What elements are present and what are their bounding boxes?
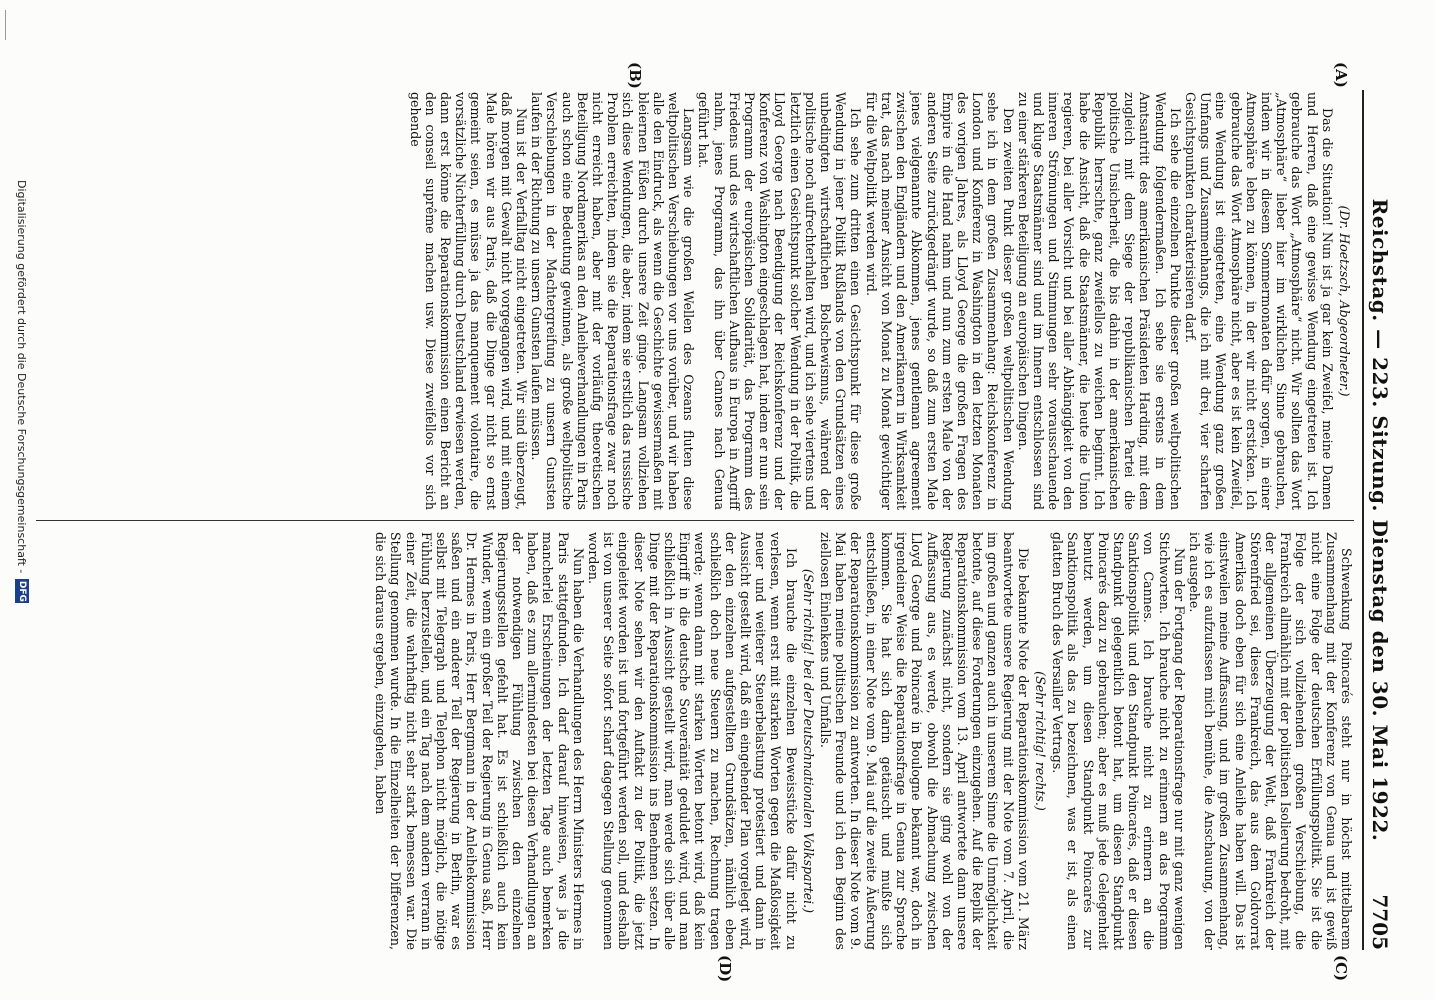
paragraph: Ich sehe zum dritten einen Gesichtspunkt für diese große Wendung in jener Politik Rußlands von den Grundsätzen eines unbedingten wirtschaftlichen Bolschewismus, während der politische noch aufrechterhalten wird, und ich sehe viertens und letztlich einen Gesichtspunkt solcher Wendung in der Politik, die Lloyd George nach Beendigung der Reichskonferenz und der Konferenz von Washington eingeschlagen hat, indem er nun sein Programm der europäischen Solidarität, das Programm des Friedens und des wirtschaftlichen Aufbaus in Europa in Angriff nahm, jenes Programm, das ihn über Cannes nach Genua geführt hat. [696,92,864,510]
interjection: (Sehr richtig! rechts.) [1032,671,1048,811]
page-number: 7705 [1368,894,1392,950]
page-header [1362,90,1394,950]
header-title: Reichstag. — 223. Sitzung. Dienstag den 30. Mai 1922. [1368,198,1392,842]
paragraph: Ich sehe die einzelnen Punkte dieser großen weltpolitischen Wendung folgendermaßen. Ich sehe sie erstens in dem Amtsantritt des amerikanischen Präsidenten Harding, mit dem zugleich mit dem Siege der republikanischen Partei die politische Unsicherheit, die bis dahin in der amerikanischen Republik herrschte, ganz zweifellos zu weichen beginnt. Ich habe die Ansicht, daß die Staatsmänner, die heute die Union regieren, bei aller Vorsicht und bei aller Abhängigkeit von den inneren Strömungen und Stimmungen sehr vorausschauende und kluge Staatsmänner sind und im Innern entschlossen sind zu einer stärkeren Beteiligung an europäischen Dingen. [1015,92,1183,510]
speaker-line: (Dr. Hoetzsch, Abgeordneter.) [1337,205,1352,397]
scan-edge-mark [5,10,6,40]
paragraph: Das die Situation! Nun ist ja gar kein Zweifel, meine Damen und Herren, daß eine gewisse Wendung eingetreten ist. Ich gebrauche das Wort „Atmosphäre“ nicht. Wir sollten das Wort „Atmosphäre“ lieber hier im wirklichen Sinne gebrauchen, indem wir in diesem Sommermonaten dafür sorgen, in einer Atmosphäre leben zu können, in der wir nicht ersticken. Ich gebrauche das Wort Atmosphäre nicht, aber es ist kein Zweifel, eine Wendung ist eingetreten, eine Wendung ganz großen Umfangs und Zusammenhangs, die ich mit drei, vier scharfen Gesichtspunkten charakterisieren darf. [1182,92,1335,510]
paragraph: Ich brauche die einzelnen Beweisstücke dafür nicht zu verlesen, wenn erst mit starken Worten gegen die Maßlosigkeit neuer und weiterer Steuerbelastung protestiert und dann in Aussicht gestellt wird, daß ein eingehender Plan vorgelegt wird, der den einzelnen aufgestellten Grundsätzen, nämlich eben schließlich doch neue Steuern zu machen, Rechnung tragen werde; wenn dann mit starken Worten betont wird, daß kein Eingriff in die deutsche Souveränität geduldet wird, und man schließlich in Aussicht gestellt wird, man werde sich über alle Dinge mit der Reparationskommission ins Benehmen setzen. In dieser Note sehen wir den Auftakt zu der Politik, die jetzt eingeleitet worden ist und fortgeführt werden soll, und deshalb ist von unserer Seite sofort scharf dagegen Stellung genommen worden. [586,532,799,950]
left-column [407,92,1354,510]
margin-marker-d: (D) [716,955,734,983]
paragraph: Schwenkung Poincarés steht nur in höchst mittelbarem Zusammenhang mit der Konferenz von Genua und ist gewiß nicht eine Folge der deutschen Erfüllungspolitik. Sie ist die Folge der sich vollziehenden großen Verschiebung, die Frankreich allmählich mit der politischen Isolierung bedroht, mit der allgemeinen Überzeugung der Welt, daß Frankreich der Störenfried sei, dieses Frankreich, das aus dem Goldvorrat Amerikas doch eben für sich eine Anleihe haben will. Das ist einstweilen meine Auffassung, und im großen Zusammenhang, wie ich es aufzufassen mich bemühe, die Anschauung, von der ich ausgehe. [1186,532,1354,950]
paragraph: Nun der Fortgang der Reparationsfrage nur mit ganz wenigen Stichworten. Ich brauche nicht zu erinnern an das Programm von Cannes. Ich brauche nicht zu erinnern an die Sanktionspolitik und den Standpunkt Poincarés, daß er diesen Standpunkt gelegentlich betont hat, um diesen Standpunkt Poincarés dazu zu gebrauchen; aber es muß jede Gelegenheit benutzt werden, um diesen Standpunkt Poincarés zur Sanktionspolitik als das zu bezeichnen, was er ist, als einen glatten Bruch des Versailler Vertrags. [1050,532,1187,950]
paragraph: Die bekannte Note der Reparationskommission vom 21. März beantwortete unsere Regierung mit der Note vom 7. April, die im großen und ganzen auch in unserem Sinne die Unmöglichkeit betonte, auf diese Forderungen einzugehen. Auf die Replik der Reparationskommission vom 13. April antwortete dann unsere Regierung zunächst nicht, sondern sie ging wohl von der Auffassung aus, es werde, obwohl die Abmachung zwischen Lloyd George und Poincaré in Boulogne bekannt war, doch in irgendeiner Weise die Reparationsfrage in Genua zur Sprache kommen. Sie hat sich darin getäuscht und mußte sich entschließen, in einer Note vom 9. Mai auf die zweite Äußerung der Reparationskommission zu antworten. In dieser Note vom 9. Mai haben meine politischen Freunde und ich den Beginn des ziellosen Einlenkens und Umfalls. [818,532,1031,950]
right-column [373,532,1354,950]
margin-marker-a: (A) [1332,62,1350,88]
column-divider [36,520,1354,521]
paragraph: Den zweiten Punkt dieser großen weltpolitischen Wendung sehe ich in dem großen Zusammenhang: Reichskonferenz in London und Konferenz in Washington in den letzten Monaten des vorigen Jahres, als Lloyd George die großen Fragen des Empire in die Hand nahm und nun zum ersten Male von der anderen Seite zurückgedrängt wurde, so daß zum ersten Male jenes vielgenannte Abkommen, jenes gentleman agreement zwischen den Engländern und den Amerikanern in Wirksamkeit trat, das nach meiner Ansicht von Monat zu Monat gewichtiger für die Weltpolitik werden wird. [863,92,1016,510]
margin-marker-c: (C) [1332,955,1350,982]
interjection: (Sehr richtig! bei der Deutschnationalen Volkspartei.) [800,568,816,914]
margin-marker-b: (B) [626,62,644,89]
digitization-note [15,180,29,1000]
paragraph: Nun haben die Verhandlungen des Herrn Ministers Hermes in Paris stattgefunden. Ich darf darauf hinweisen, was ja die mancherlei Erscheinungen der letzten Tage auch bemerken haben, daß es zum allermindesten bei diesen Verhandlungen an der notwendigen Fühlung zwischen den einzelnen Regierungsstellen gefehlt hat. Es ist schließlich auch kein Wunder, wenn ein großer Teil der Regierung in Genua saß, Herr Dr. Hermes in Paris, Herr Bergmann in der Anleihekommission saßen und ein anderer Teil der Regierung in Berlin, war es selbst mit Telegraph und Telephon nicht möglich, die nötige Fühlung herzustellen, und ein Tag nach dem andern verrann in einer Zeit, die wahrhaftig nicht sehr stark bemessen war. Die Stellung genommen wurde. In die Einzelheiten der Differenzen, die sich daraus ergeben, einzugehen, haben [373,532,586,950]
paragraph: Nun ist der Verfalltag nicht eingetreten. Wir sind überzeugt, daß morgen mit Gewalt nicht vorgegangen wird, und mit einem Male hören wir aus Paris, daß die Dinge gar nicht so ernst gemeint seien, es müsse ja das manquement volontaire, die vorsätzliche Nichterfüllung durch Deutschland erwiesen werden, dann erst könne die Reparationskommission einen Bericht an den conseil suprême machen usw. Diese zweifellos vor sich gehende [407,92,530,510]
digitization-text: Digitalisierung gefördert durch die Deutsche Forschungsgemeinschaft - [15,180,29,574]
paragraph: Langsam wie die großen Wellen des Ozeans fluten diese weltpolitischen Verschiebungen vor uns vorüber, und wir haben alle den Eindruck, als wenn die Geschichte gewissermaßen mit bleiernen Füßen durch unsere Zeit ginge. Langsam vollziehen sich diese Wendungen, die aber, indem sie erstlich das russische Problem erreichten, indem sie die Reparationsfrage zwar noch nicht erreicht haben, aber mit der vorläufig theoretischen Beteiligung Nordamerikas an den Anleiheverhandlungen in Paris auch schon eine Bedeutung gewinnen, als große weltpolitische Verschiebungen in der Machtergreifung zu unsern Gunsten laufen in der Richtung zu unsern Gunsten laufen müssen. [529,92,697,510]
dfg-logo: DFG [17,580,27,602]
